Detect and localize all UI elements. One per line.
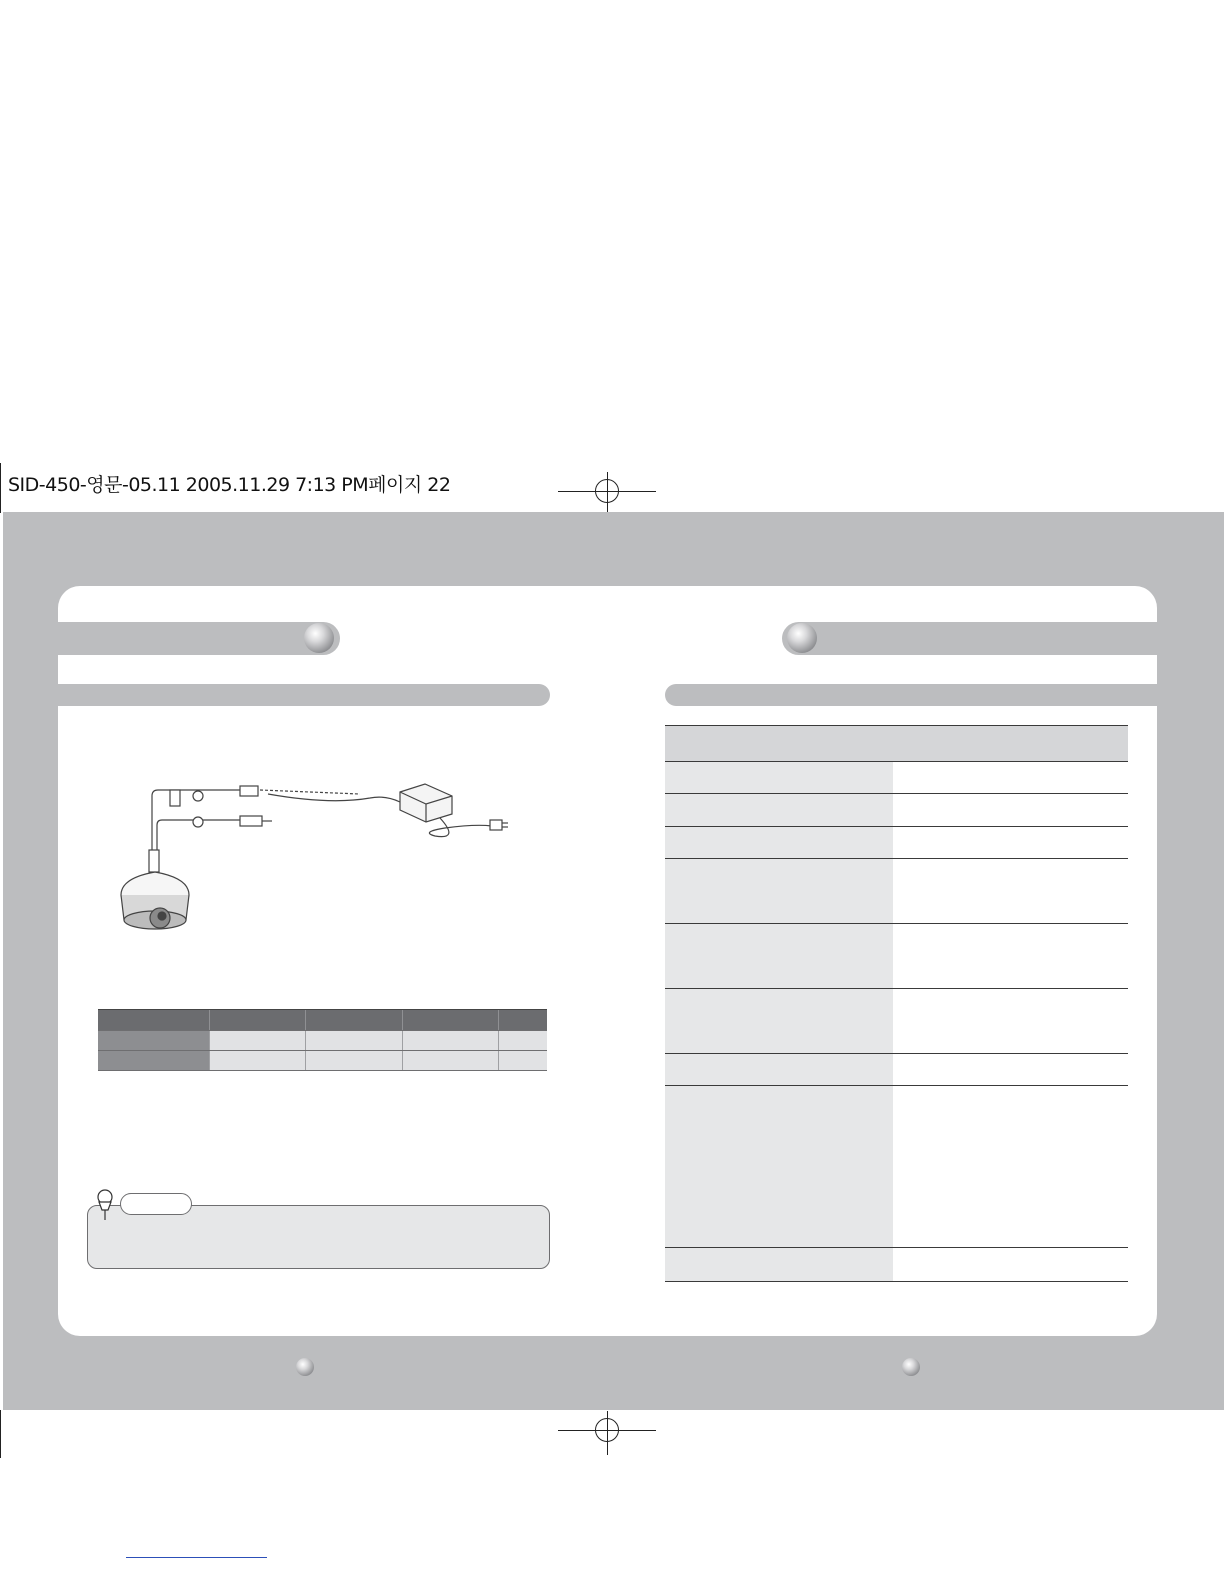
spec-row — [665, 989, 1128, 1054]
footer-link-underline — [126, 1557, 267, 1558]
connection-table-row — [98, 1051, 547, 1071]
note-tab — [120, 1193, 192, 1215]
left-trim-line-bottom — [0, 1410, 1, 1458]
spec-row — [665, 794, 1128, 827]
spec-row — [665, 762, 1128, 794]
connection-table-header — [98, 1010, 547, 1031]
right-title-bar — [782, 622, 1157, 655]
connection-table — [98, 1009, 547, 1071]
left-title-bar — [58, 622, 340, 655]
left-title-ball-icon — [304, 623, 334, 653]
right-section-bar — [665, 684, 1157, 706]
specifications-table — [665, 725, 1128, 1282]
camera-connection-illustration — [100, 770, 520, 965]
left-page-marker-icon — [296, 1358, 314, 1376]
left-section-bar — [58, 684, 550, 706]
spec-row — [665, 1086, 1128, 1248]
connection-table-row — [98, 1031, 547, 1051]
print-slug: SID-450-영문-05.11 2005.11.29 7:13 PM페이지 22 — [8, 474, 451, 496]
pushpin-icon — [92, 1188, 118, 1222]
right-title-ball-icon — [787, 623, 817, 653]
spec-table-header — [665, 726, 1128, 762]
spec-row — [665, 827, 1128, 859]
spec-row — [665, 1054, 1128, 1086]
right-page-marker-icon — [902, 1358, 920, 1376]
spec-row — [665, 859, 1128, 924]
spec-row — [665, 1248, 1128, 1282]
spec-row — [665, 924, 1128, 989]
left-trim-line — [0, 463, 1, 513]
